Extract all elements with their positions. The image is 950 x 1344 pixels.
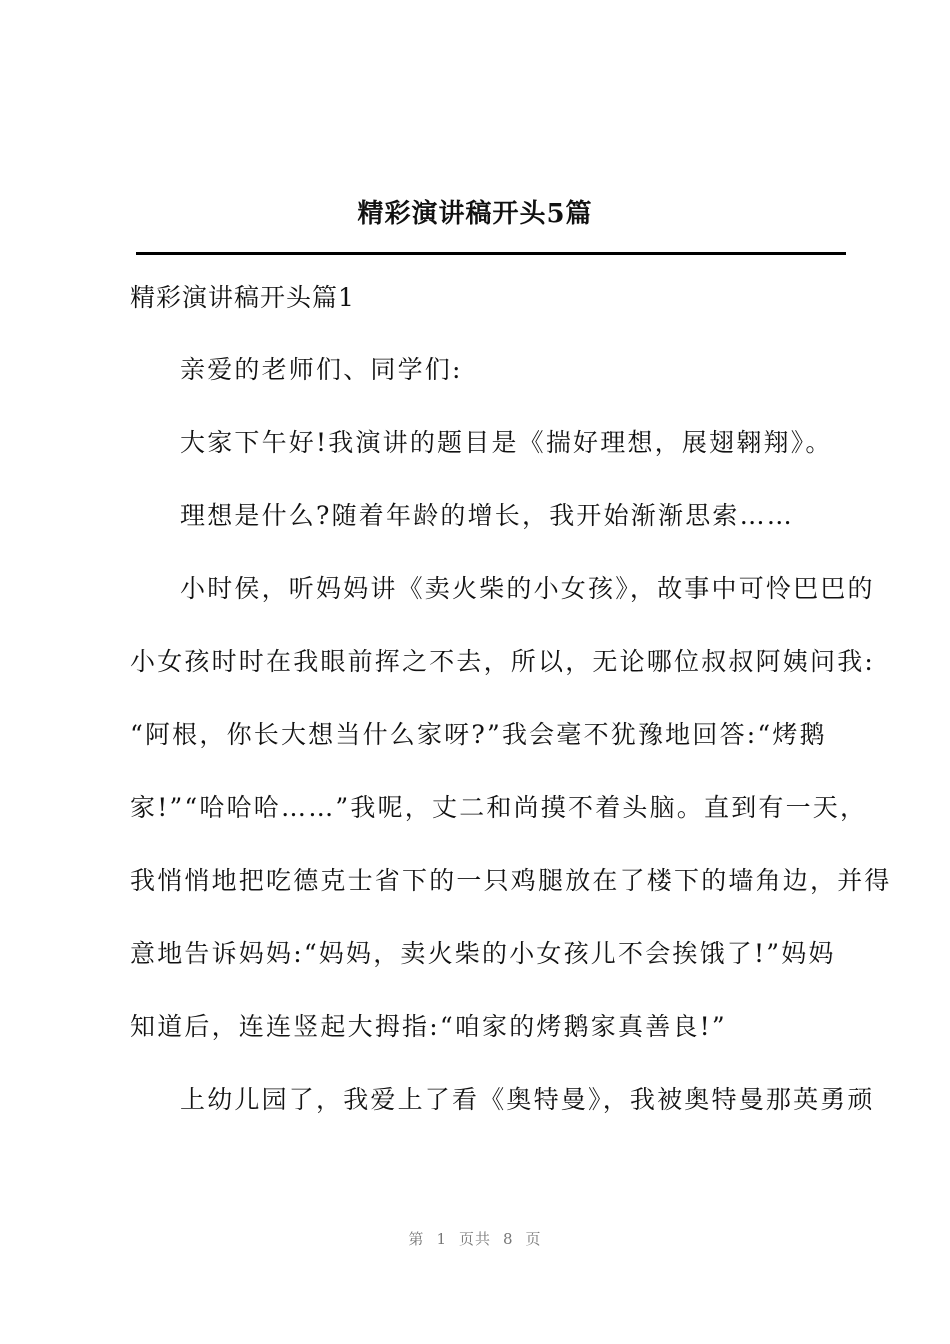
- document-title: 精彩演讲稿开头5篇: [357, 199, 593, 229]
- paragraph-line: “阿根，你长大想当什么家呀?”我会毫不犹豫地回答:“烤鹅: [130, 720, 827, 749]
- paragraph-line: 小女孩时时在我眼前挥之不去，所以，无论哪位叔叔阿姨问我:: [130, 647, 876, 676]
- paragraph-line: 亲爱的老师们、同学们:: [180, 355, 463, 384]
- paragraph-line: 意地告诉妈妈:“妈妈，卖火柴的小女孩儿不会挨饿了!”妈妈: [130, 939, 836, 968]
- paragraph-line: 大家下午好!我演讲的题目是《揣好理想，展翅翱翔》。: [180, 428, 833, 457]
- paragraph-line: 知道后，连连竖起大拇指:“咱家的烤鹅家真善良!”: [130, 1012, 727, 1041]
- paragraph-line: 我悄悄地把吃德克士省下的一只鸡腿放在了楼下的墙角边，并得: [130, 866, 892, 895]
- section-heading: 精彩演讲稿开头篇1: [130, 283, 355, 312]
- paragraph-line: 家!”“哈哈哈……”我呢，丈二和尚摸不着头脑。直到有一天，: [130, 793, 868, 822]
- page-label-mid: 页共: [458, 1230, 491, 1248]
- page-label-suffix: 页: [525, 1230, 542, 1248]
- title-divider: [136, 252, 846, 255]
- total-pages: 8: [503, 1230, 514, 1248]
- page-number: 1: [436, 1230, 447, 1248]
- paragraph-line: 小时侯，听妈妈讲《卖火柴的小女孩》，故事中可怜巴巴的: [180, 574, 875, 603]
- paragraph-line: 上幼儿园了，我爱上了看《奥特曼》，我被奥特曼那英勇顽: [180, 1085, 875, 1114]
- page-label-prefix: 第: [408, 1230, 425, 1248]
- page-footer: [0, 1228, 950, 1249]
- paragraph-line: 理想是什么?随着年龄的增长，我开始渐渐思索……: [180, 501, 795, 530]
